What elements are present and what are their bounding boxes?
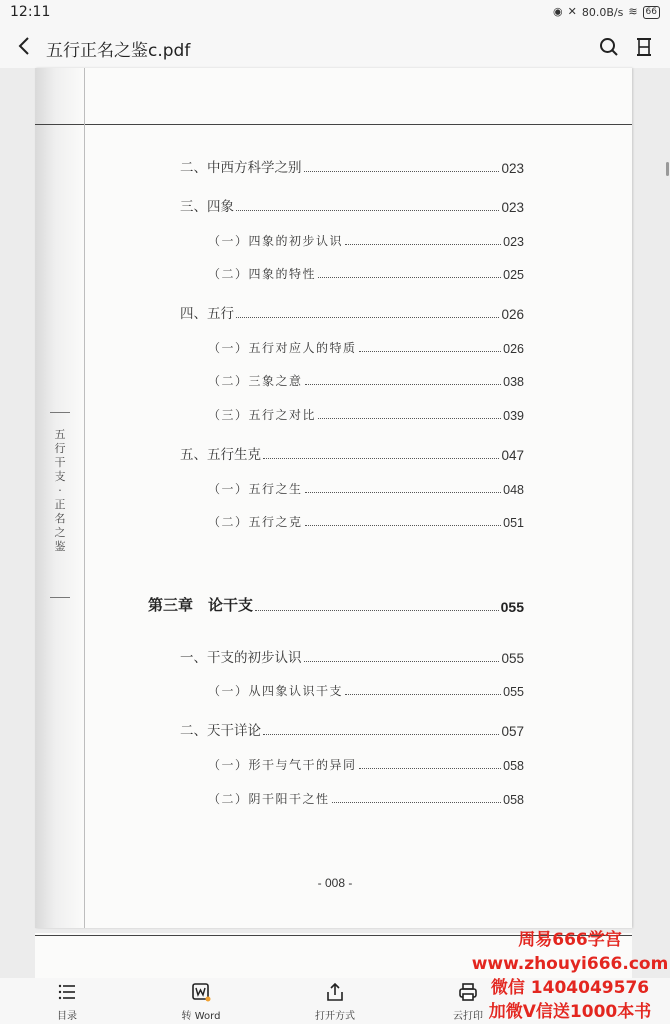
status-bar (0, 0, 670, 26)
mute-icon: ✕ (567, 5, 577, 18)
open-with-button[interactable]: 打开方式 (290, 978, 380, 1024)
watermark-line: 微信 14040495​76 (490, 978, 650, 998)
toc-entry[interactable]: 二、中西方科学之别 023 (180, 160, 524, 176)
toc-entry[interactable]: （三）五行之对比 039 (208, 408, 524, 423)
list-icon (57, 982, 77, 1002)
eye-icon: ◉ (553, 5, 563, 18)
toc-entry[interactable]: 四、五行 026 (180, 306, 524, 322)
convert-word-button[interactable]: 转 Word (156, 978, 246, 1024)
back-arrow-icon[interactable] (14, 35, 36, 57)
toc-button[interactable]: 目录 (22, 978, 112, 1024)
toc-entry[interactable]: （一）四象的初步认识 023 (208, 234, 524, 249)
toc-entry[interactable]: （二）三象之意 038 (208, 374, 524, 389)
toc-entry[interactable]: 五、五行生克 047 (180, 447, 524, 463)
toc-entry[interactable]: （一）形干与气干的异同 058 (208, 758, 524, 773)
status-icons (553, 5, 660, 19)
search-icon[interactable] (598, 36, 620, 58)
toc-entry[interactable]: （二）五行之克 051 (208, 515, 524, 530)
toc-entry[interactable]: 一、干支的初步认识 055 (180, 650, 524, 666)
network-speed: 80.0B/s (581, 5, 624, 19)
toc-entry[interactable]: （二）四象的特性 025 (208, 267, 524, 282)
table-of-contents (0, 68, 670, 928)
cloud-print-button[interactable]: 云打印 (423, 978, 513, 1024)
wifi-icon: ≋ (628, 5, 638, 18)
spine-text: 五行干支·正名之鉴 (54, 428, 66, 553)
pdf-viewer[interactable] (0, 68, 670, 978)
toc-entry[interactable]: （一）五行之生 048 (208, 482, 524, 497)
page-number: - 008 - (317, 876, 353, 890)
toc-entry[interactable]: （二）阴干阳干之性 058 (208, 792, 524, 807)
scrollbar-thumb[interactable] (666, 162, 669, 176)
toc-entry[interactable]: （一）五行对应人的特质 026 (208, 341, 524, 356)
fullscreen-icon[interactable] (633, 36, 655, 58)
toc-entry[interactable]: 二、天干详论 057 (180, 723, 524, 739)
app-bar (0, 26, 670, 68)
toc-chapter-entry[interactable]: 第三章 论干支 055 (148, 596, 524, 615)
status-time: 12:11 (10, 4, 51, 20)
watermark (470, 928, 670, 1024)
watermark-line: 加微V信送1000本书 (488, 1002, 652, 1022)
share-icon (325, 982, 345, 1002)
toc-entry[interactable]: （一）从四象认识干支 055 (208, 684, 524, 699)
document-title: 五行正名之鉴c.pdf (46, 41, 191, 61)
toc-entry[interactable]: 三、四象 023 (180, 199, 524, 215)
battery-indicator: 66 (643, 6, 660, 19)
watermark-line: 周易666学宫 (518, 930, 622, 950)
watermark-line: www.zhouyi666.com (471, 954, 669, 974)
word-convert-icon (191, 982, 211, 1002)
